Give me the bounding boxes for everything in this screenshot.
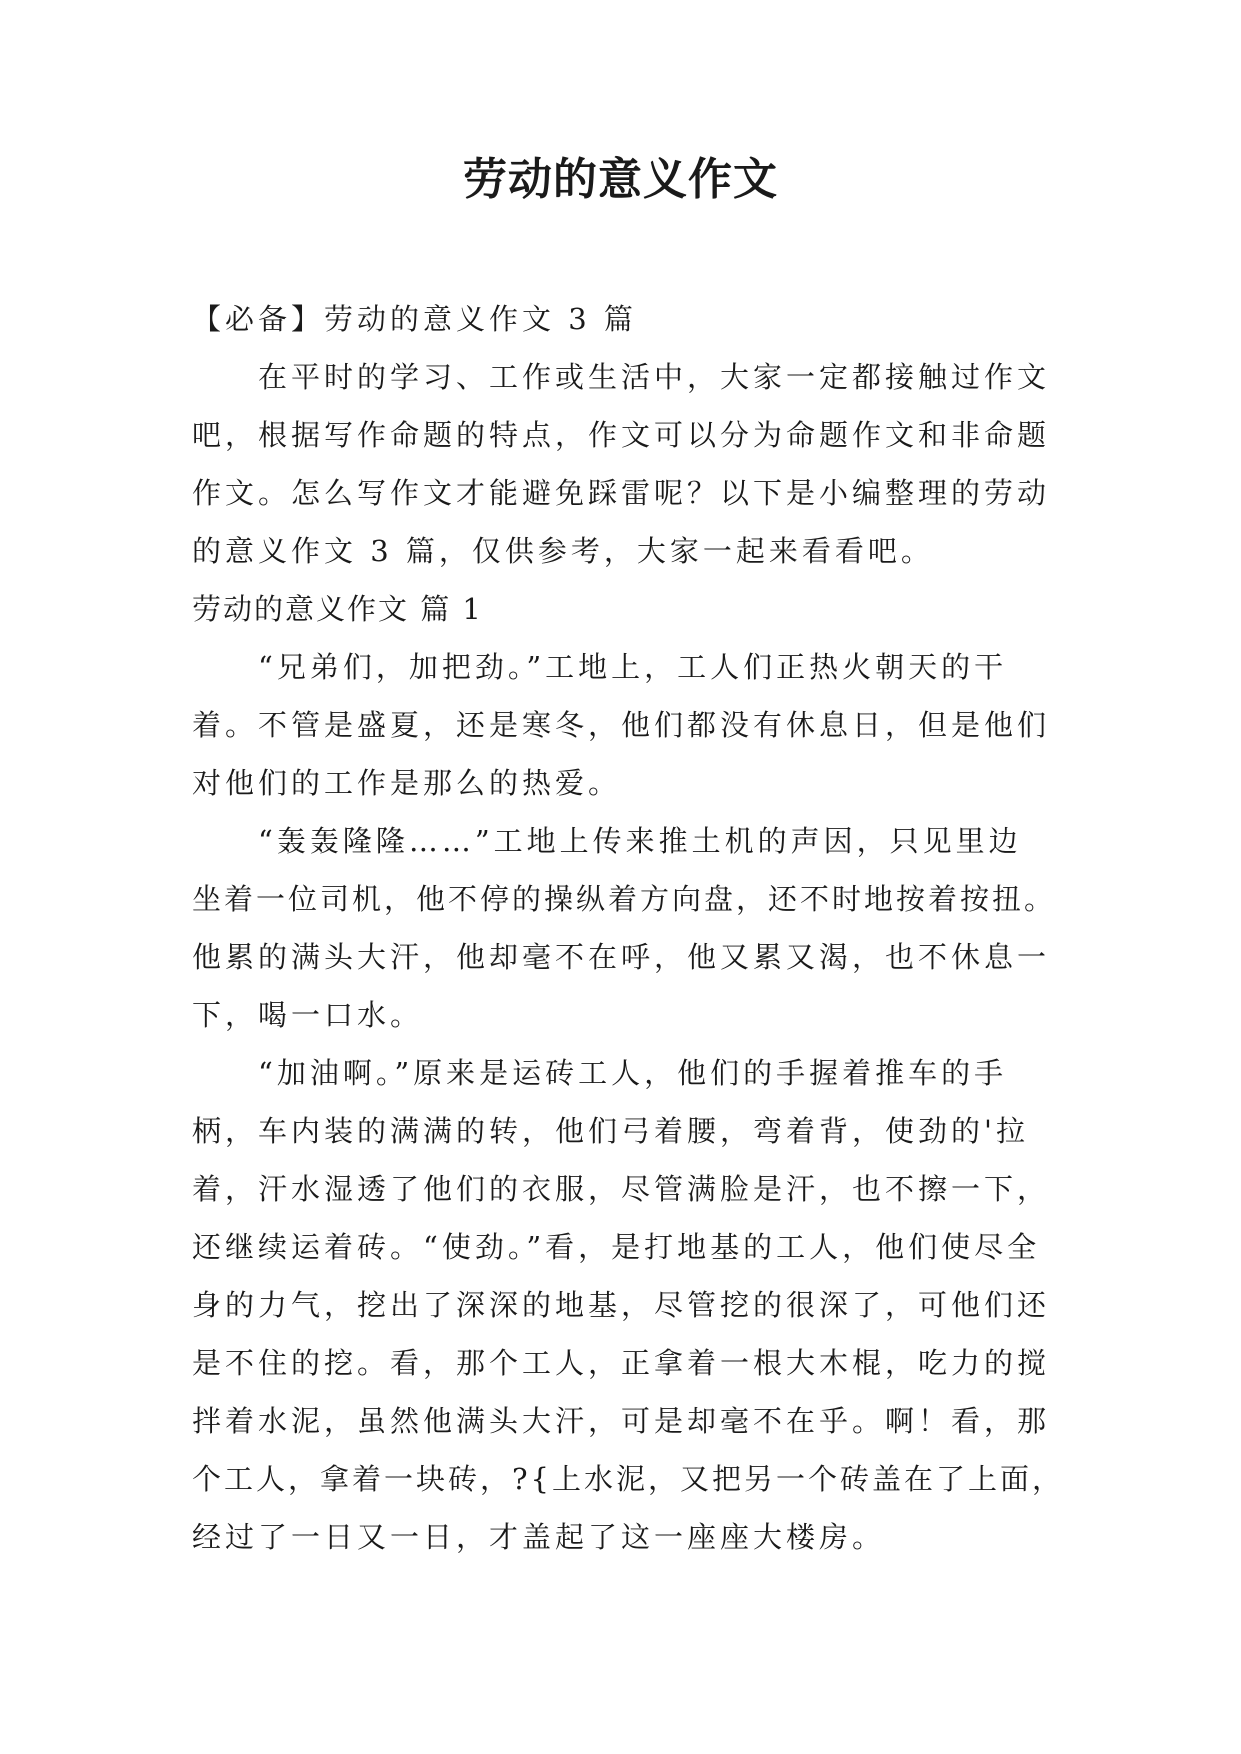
text-line: 下，喝一口水。 xyxy=(192,998,424,1032)
text-line: 经过了一日又一日，才盖起了这一座座大楼房。 xyxy=(192,1520,886,1554)
text-line: 【必备】劳动的意义作文 3 篇 xyxy=(192,302,637,336)
text-line: 柄，车内装的满满的转，他们弓着腰，弯着背，使劲的'拉 xyxy=(192,1114,1029,1148)
document-title: 劳动的意义作文 xyxy=(463,154,778,205)
text-line: 是不住的挖。看，那个工人，正拿着一根大木棍，吃力的搅 xyxy=(192,1346,1051,1380)
text-line: “轰轰隆隆……”工地上传来推土机的声因，只见里边 xyxy=(258,824,1022,858)
text-line: 他累的满头大汗，他却毫不在呼，他又累又渴，也不休息一 xyxy=(192,940,1051,974)
text-line: 对他们的工作是那么的热爱。 xyxy=(192,766,622,800)
text-line: 在平时的学习、工作或生活中，大家一定都接触过作文 xyxy=(258,360,1051,394)
text-line: 吧，根据写作命题的特点，作文可以分为命题作文和非命题 xyxy=(192,418,1051,452)
text-line: 着，汗水湿透了他们的衣服，尽管满脸是汗，也不擦一下， xyxy=(192,1172,1051,1206)
text-line: 拌着水泥，虽然他满头大汗，可是却毫不在乎。啊！看，那 xyxy=(192,1404,1051,1438)
document-body xyxy=(192,290,1072,1566)
text-line: 身的力气，挖出了深深的地基，尽管挖的很深了，可他们还 xyxy=(192,1288,1051,1322)
text-line: 个工人，拿着一块砖，?{上水泥，又把另一个砖盖在了上面， xyxy=(192,1462,1064,1496)
text-line: 作文。怎么写作文才能避免踩雷呢？以下是小编整理的劳动 xyxy=(192,476,1051,510)
text-line: “加油啊。”原来是运砖工人，他们的手握着推车的手 xyxy=(258,1056,1008,1090)
text-line: 的意义作文 3 篇，仅供参考，大家一起来看看吧。 xyxy=(192,534,934,568)
text-line: 坐着一位司机，他不停的操纵着方向盘，还不时地按着按扭。 xyxy=(192,882,1057,916)
section-heading: 劳动的意义作文 篇 1 xyxy=(192,592,483,626)
text-line: 还继续运着砖。“使劲。”看，是打地基的工人，他们使尽全 xyxy=(192,1230,1041,1264)
text-line: 着。不管是盛夏，还是寒冬，他们都没有休息日，但是他们 xyxy=(192,708,1051,742)
text-line: “兄弟们，加把劲。”工地上，工人们正热火朝天的干 xyxy=(258,650,1008,684)
